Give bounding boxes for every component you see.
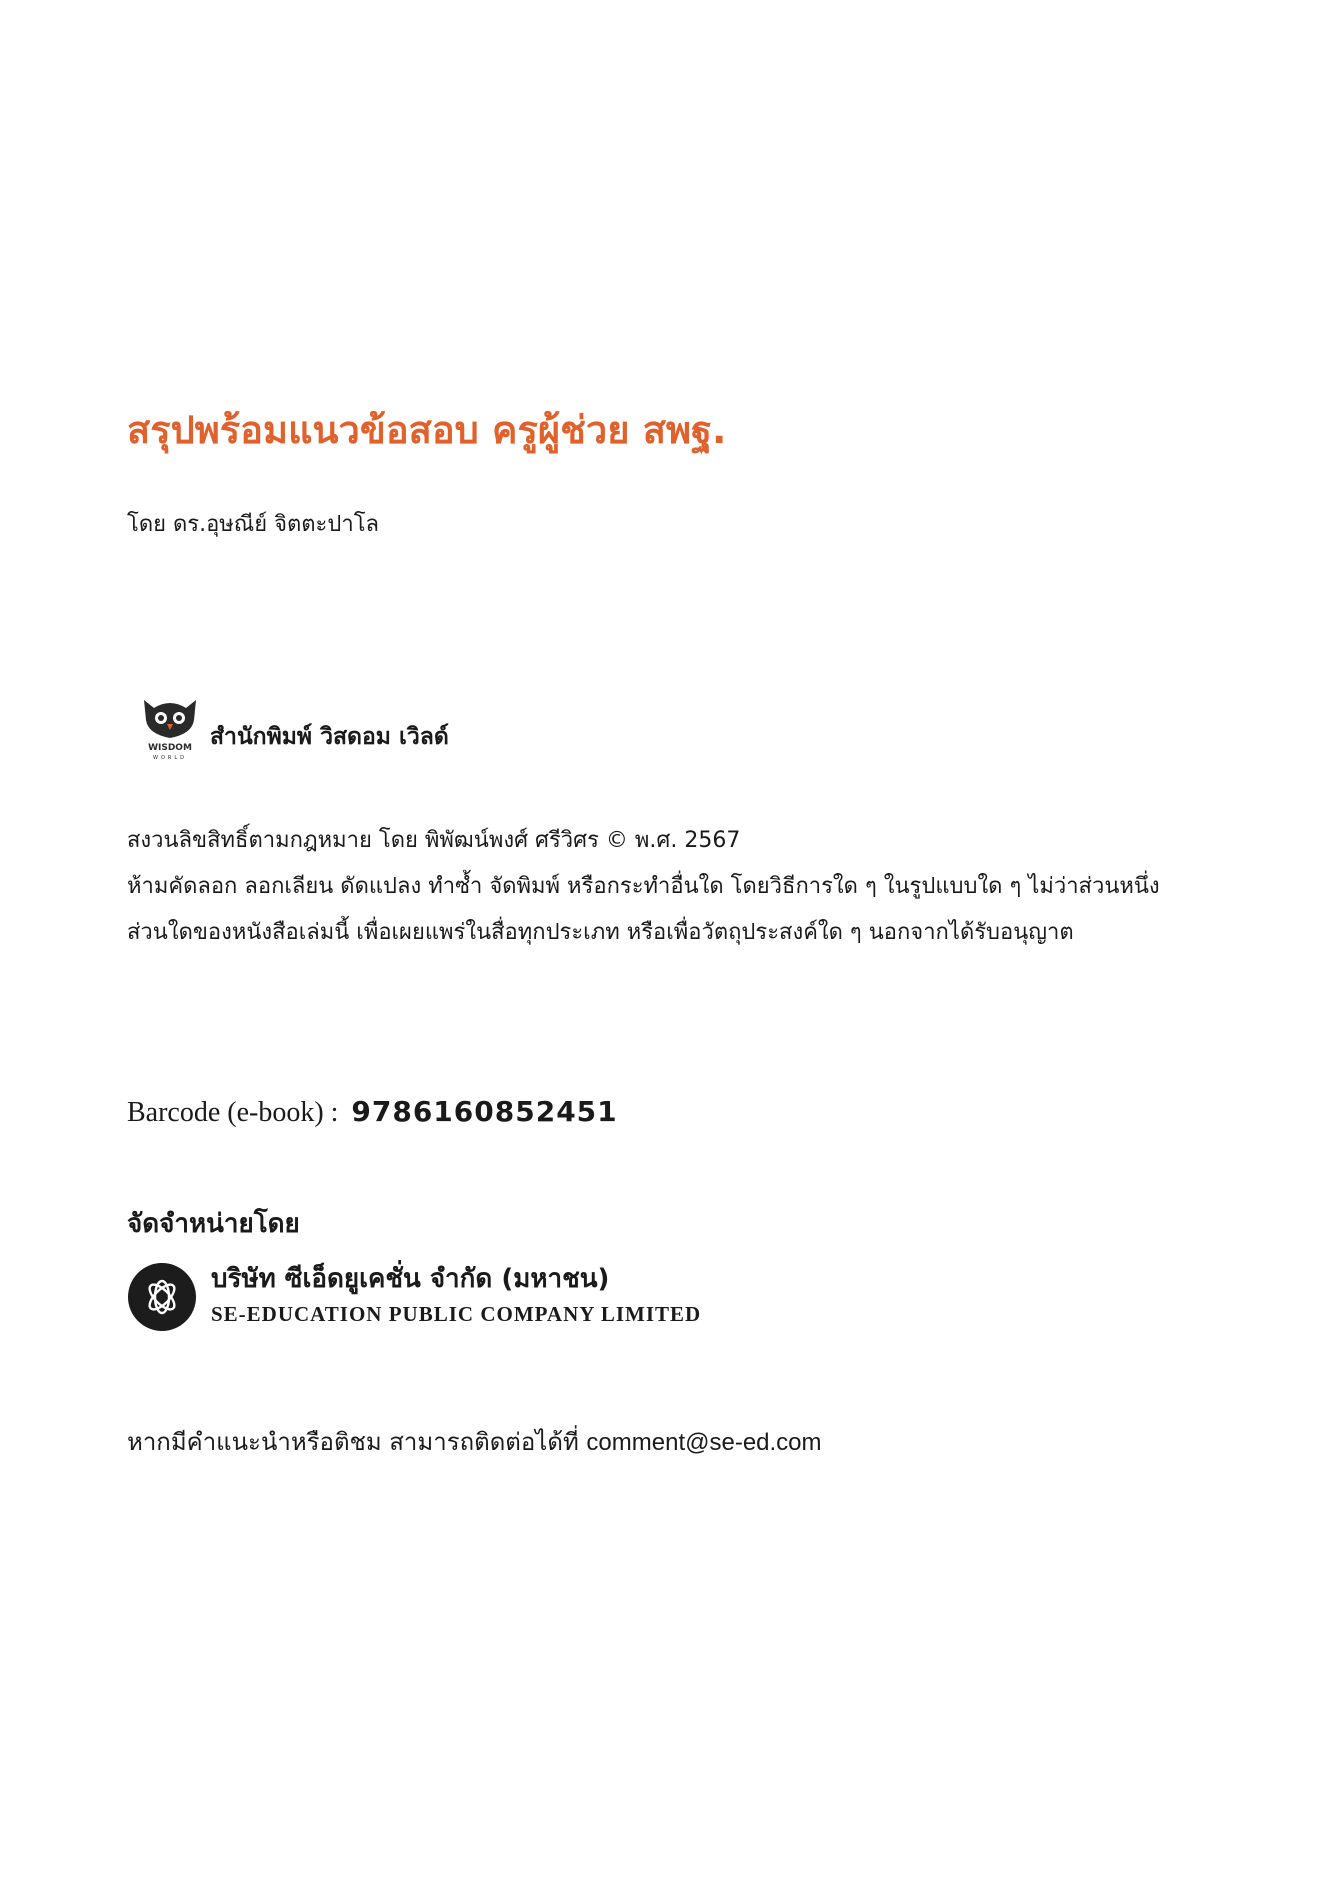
distributor-row — [127, 1258, 847, 1334]
contact-text: หากมีคำแนะนำหรือติชม สามารถติดต่อได้ที่ — [127, 1428, 579, 1456]
barcode-line — [127, 1092, 618, 1133]
distributor-name-thai: บริษัท ซีเอ็ดยูเคชั่น จำกัด (มหาชน) — [211, 1264, 610, 1294]
contact-email[interactable]: comment@se-ed.com — [586, 1429, 822, 1456]
svg-text:WISDOM: WISDOM — [148, 743, 192, 753]
copyright-notice — [127, 818, 1247, 956]
owl-icon — [134, 690, 206, 762]
distribution-heading: จัดจำหน่ายโดย — [127, 1209, 300, 1239]
copyright-line: ส่วนใดของหนังสือเล่มนี้ เพื่อเผยแพร่ในสื่อทุกประเภท หรือเพื่อวัตถุประสงค์ใด ๆ นอกจากได้รับอนุญาต — [127, 920, 1074, 945]
author-line: โดย ดร.อุษณีย์ จิตตะปาโล — [127, 512, 379, 537]
isbn-number: 9786160852451 — [351, 1095, 618, 1128]
publisher-row — [134, 690, 734, 762]
svg-text:WORLD: WORLD — [153, 755, 187, 761]
contact-line — [127, 1422, 822, 1463]
copyright-line: ห้ามคัดลอก ลอกเลียน ดัดแปลง ทำซ้ำ จัดพิมพ์ หรือกระทำอื่นใด โดยวิธีการใด ๆ ในรูปแบบใด ๆ ไม่ว่าส่วนหนึ่ง — [127, 874, 1160, 899]
distributor-name-english: SE-EDUCATION PUBLIC COMPANY LIMITED — [211, 1302, 702, 1326]
book-title: สรุปพร้อมแนวข้อสอบ ครูผู้ช่วย สพฐ. — [127, 408, 727, 452]
copyright-line: สงวนลิขสิทธิ์ตามกฎหมาย โดย พิพัฒน์พงศ์ ศรีวิศร © พ.ศ. 2567 — [127, 828, 741, 853]
atom-icon — [128, 1263, 196, 1331]
barcode-label: Barcode (e-book) : — [127, 1097, 339, 1128]
publisher-name: สำนักพิมพ์ วิสดอม เวิลด์ — [210, 724, 449, 750]
